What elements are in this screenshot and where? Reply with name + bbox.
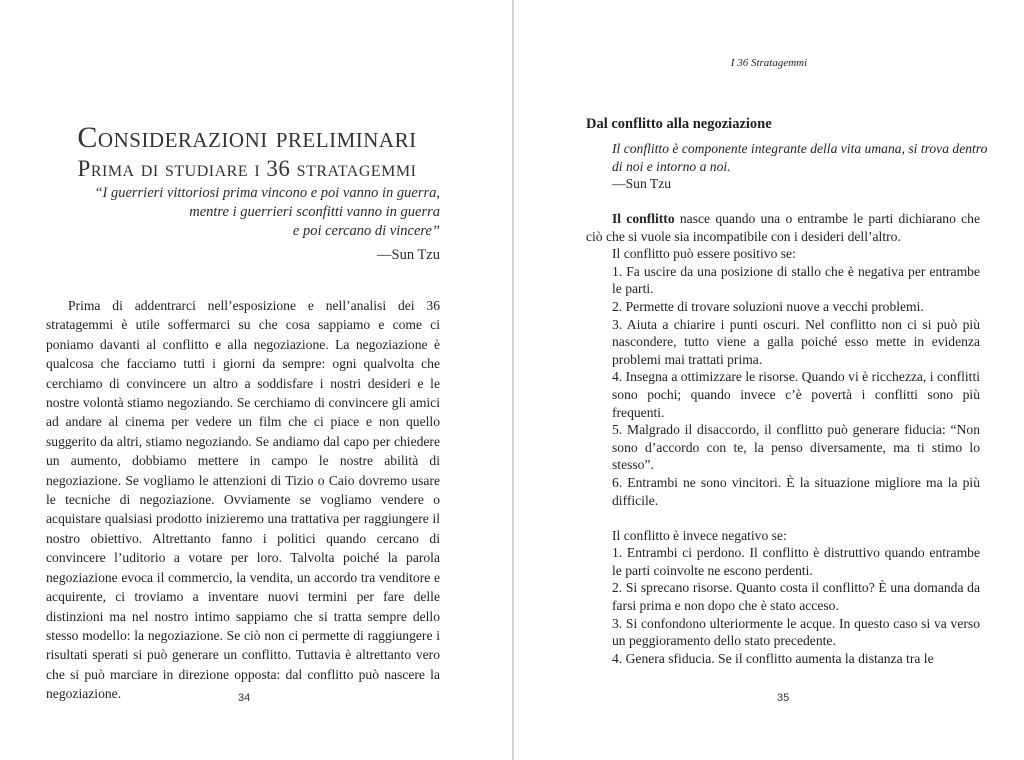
list-item: 4. Genera sfiducia. Se il conflitto aumenta la distanza tra le xyxy=(612,650,934,666)
page-number: 35 xyxy=(777,692,790,704)
spacer xyxy=(612,509,980,527)
chapter-title-line1: Considerazioni preliminari xyxy=(77,121,417,155)
right-page xyxy=(514,0,1024,760)
intro-bold: Il conflitto xyxy=(612,211,675,226)
epigraph xyxy=(40,184,440,241)
chapter-title xyxy=(52,121,442,183)
section-quote: Il conflitto è componente integrante della vita umana, si trova dentro di noi e intorno a noi. xyxy=(612,141,988,174)
list-item: 2. Si sprecano risorse. Quanto costa il conflitto? È una domanda da farsi prima e non dopo che è stato acceso. xyxy=(612,580,980,614)
page-number: 34 xyxy=(238,692,251,704)
epigraph-line: mentre i guerrieri sconfitti vanno in guerra xyxy=(189,204,440,220)
list-item: 4. Insegna a ottimizzare le risorse. Quando vi è ricchezza, i conflitti sono pochi; quando invece c’è povertà i conflitti sono più frequenti. xyxy=(612,369,980,420)
intro-paragraph xyxy=(586,210,980,245)
list-item: 3. Si confondono ulteriormente le acque. In questo caso si va verso un peggioramento dello stato precedente. xyxy=(612,615,980,649)
list-item: 5. Malgrado il disaccordo, il conflitto può generare fiducia: “Non sono d’accordo con te, la penso diversamente, ma ti stimo lo stesso”. xyxy=(612,422,980,473)
body-text xyxy=(46,296,440,704)
section-heading: Dal conflitto alla negoziazione xyxy=(586,116,772,133)
list-intro: Il conflitto può essere positivo se: xyxy=(612,246,796,262)
positive-list xyxy=(586,245,980,667)
epigraph-line: “I guerrieri vittoriosi prima vincono e poi vanno in guerra, xyxy=(94,185,440,201)
list-intro: Il conflitto è invece negativo se: xyxy=(612,527,787,543)
paragraph: Prima di addentrarci nell’esposizione e nell’analisi dei 36 stratagemmi è utile soffermarci su che cosa sappiamo e come ci poniamo davanti al conflitto e alla negoziazione. La negoziazione è qualcosa che facciamo tutti i giorni da sempre: ogni qualvolta che cerchiamo di convincere un altro a soddisfare i nostri desideri e le nostre volontà stiamo negoziando. Se cerchiamo di convincere gli amici ad andare al cinema per vedere un film che ci piace e non quello suggerito da altri, stiamo negoziando. Se andiamo dal capo per chiedere un aumento, dobbiamo mettere in campo le nostre abilità di negoziazione. Se vogliamo le attenzioni di Tizio o Caio dovremo usare le tecniche di negoziazione. Ovviamente se vogliamo vendere o acquistare qualsiasi prodotto inizieremo una trattativa per raggiungere il nostro obiettivo. Altrettanto fanno i politici quando cercano di convincere l’uditorio a votare per loro. Talvolta poiché la parola negoziazione evoca il commercio, la vendita, un accordo tra venditore e acquirente, ci troviamo a inventare nuovi termini per fare delle distinzioni ma nel nostro intimo sappiamo che si tratta sempre dello stesso modello: la negoziazione. Se ciò non ci permette di raggiungere i risultati sperati si può generare un conflitto. Tuttavia è altrettanto vero che si può marciare in direzione opposta: dal conflitto può nascere la negoziazione. xyxy=(46,298,440,702)
epigraph-author: —Sun Tzu xyxy=(377,247,440,263)
section-quote-author: —Sun Tzu xyxy=(612,176,672,191)
list-item: 2. Permette di trovare soluzioni nuove a vecchi problemi. xyxy=(612,298,924,314)
running-head: I 36 Stratagemmi xyxy=(730,57,808,69)
list-item: 6. Entrambi ne sono vincitori. È la situazione migliore ma la più difficile. xyxy=(612,474,980,508)
list-item: 3. Aiuta a chiarire i punti oscuri. Nel conflitto non ci si può più nascondere, tutto viene a galla poiché esso mette in evidenza problemi mai trattati prima. xyxy=(612,316,980,367)
list-item: 1. Entrambi ci perdono. Il conflitto è distruttivo quando entrambe le parti coinvolte ne escono perdenti. xyxy=(612,545,980,578)
body-text xyxy=(586,210,980,667)
chapter-title-line2: Prima di studiare i 36 stratagemmi xyxy=(77,156,417,182)
epigraph-line: e poi cercano di vincere” xyxy=(292,223,440,239)
list-item: 1. Fa uscire da una posizione di stallo che è negativa per entrambe le parti. xyxy=(612,263,980,297)
intro-rest: nasce quando una o entrambe le parti dichiarano che ciò che si vuole sia incompatibile con i desideri dell’altro. xyxy=(586,211,980,244)
